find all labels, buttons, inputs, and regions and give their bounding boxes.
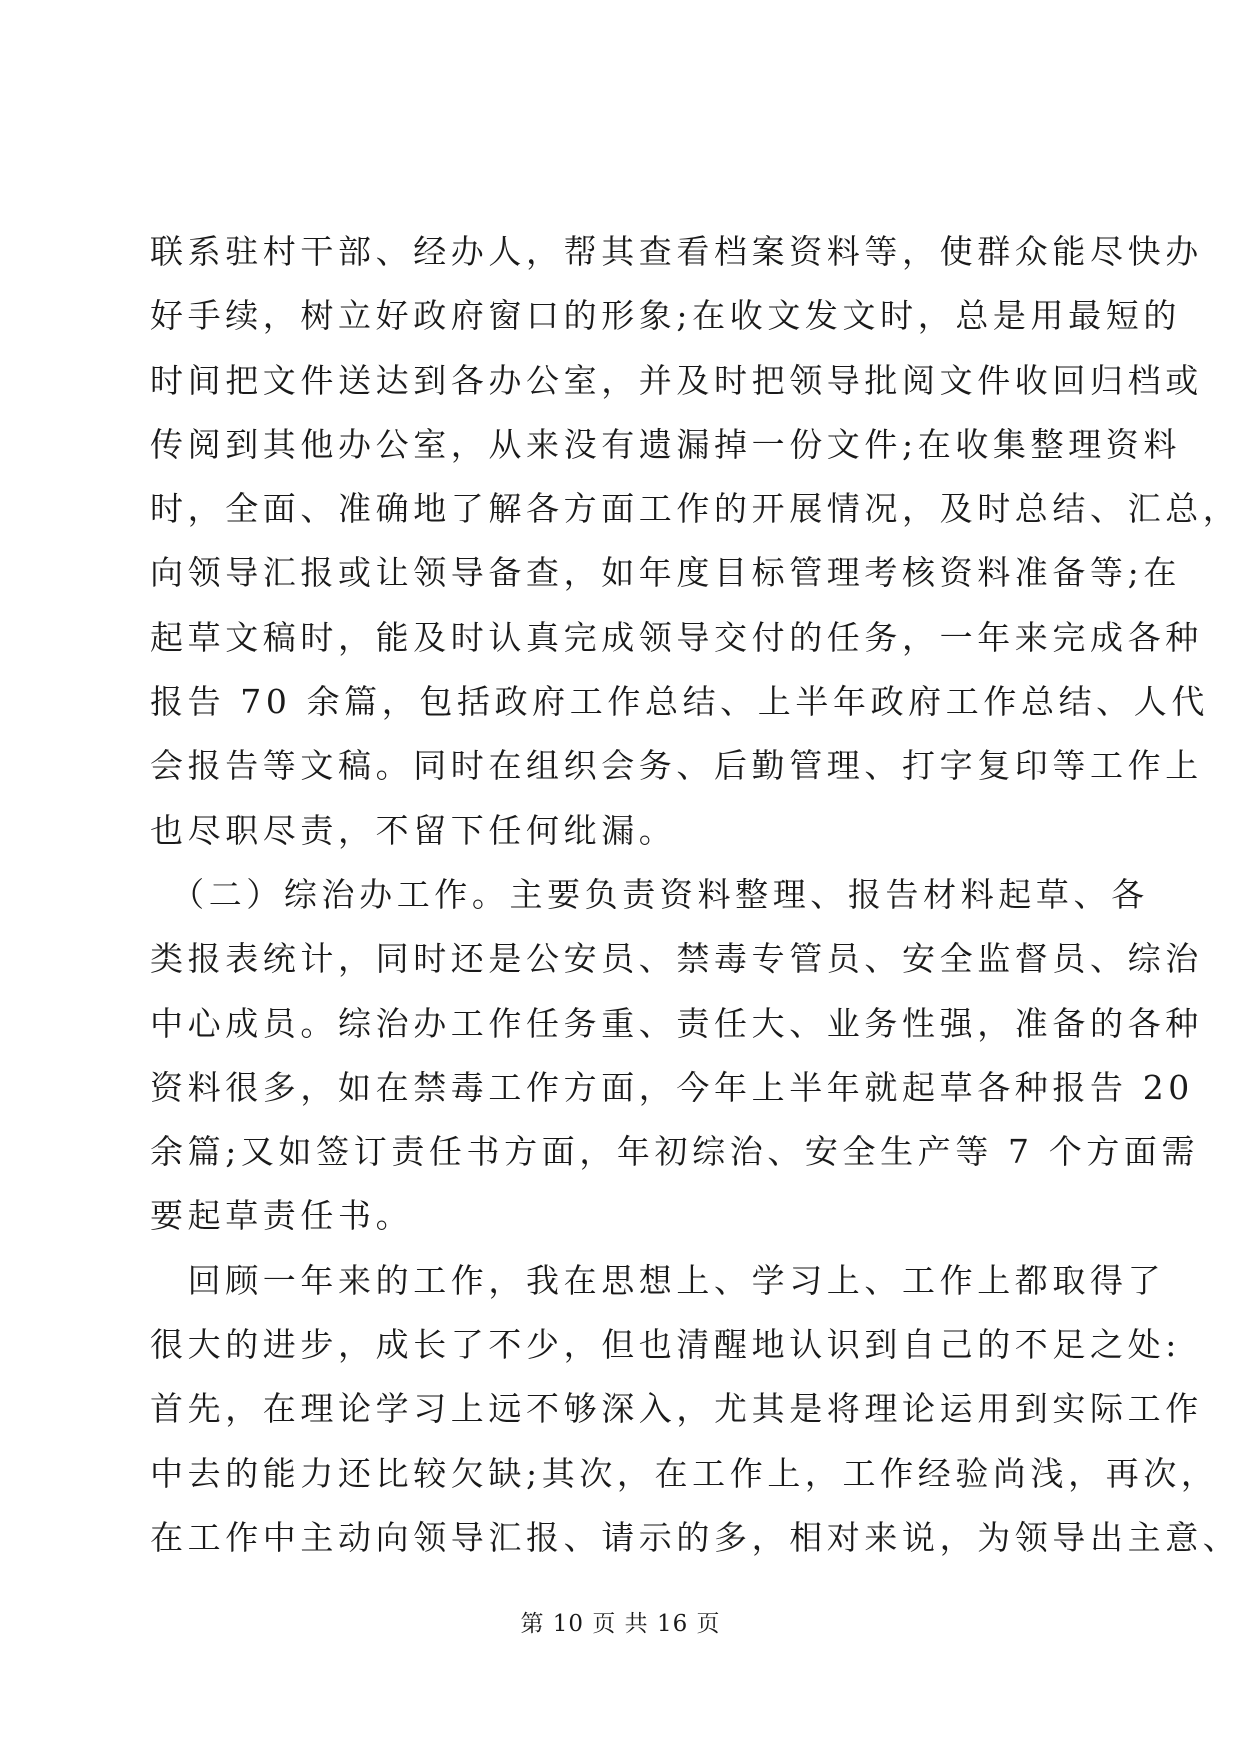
text-line: 起草文稿时，能及时认真完成领导交付的任务，一年来完成各种 bbox=[150, 617, 1203, 657]
paragraph-3 bbox=[150, 1254, 1241, 1575]
text-line: 在工作中主动向领导汇报、请示的多，相对来说，为领导出主意、 bbox=[150, 1517, 1241, 1557]
text-line: 很大的进步，成长了不少，但也清醒地认识到自己的不足之处: bbox=[150, 1325, 1181, 1365]
text-line: 中去的能力还比较欠缺;其次，在工作上，工作经验尚浅，再次， bbox=[150, 1453, 1219, 1493]
text-line: 中心成员。综治办工作任务重、责任大、业务性强，准备的各种 bbox=[150, 1003, 1203, 1043]
text-line: 也尽职尽责，不留下任何纰漏。 bbox=[150, 810, 677, 850]
text-line: 资料很多，如在禁毒工作方面，今年上半年就起草各种报告 20 bbox=[150, 1067, 1194, 1107]
text-line: （二）综治办工作。主要负责资料整理、报告材料起草、各 bbox=[150, 874, 1149, 914]
page-number-footer: 第 10 页 共 16 页 bbox=[520, 1611, 721, 1637]
text-line: 要起草责任书。 bbox=[150, 1196, 414, 1236]
text-line: 回顾一年来的工作，我在思想上、学习上、工作上都取得了 bbox=[150, 1260, 1166, 1300]
text-line: 类报表统计，同时还是公安员、禁毒专管员、安全监督员、综治 bbox=[150, 939, 1203, 979]
document-body bbox=[150, 225, 1241, 1575]
text-line: 联系驻村干部、经办人，帮其查看档案资料等，使群众能尽快办 bbox=[150, 232, 1203, 271]
text-line: 余篇;又如签订责任书方面，年初综治、安全生产等 7 个方面需 bbox=[150, 1132, 1200, 1172]
text-line: 报告 70 余篇，包括政府工作总结、上半年政府工作总结、人代 bbox=[150, 682, 1209, 722]
paragraph-2 bbox=[150, 868, 1203, 1254]
text-line: 首先，在理论学习上远不够深入，尤其是将理论运用到实际工作 bbox=[150, 1389, 1203, 1429]
text-line: 会报告等文稿。同时在组织会务、后勤管理、打字复印等工作上 bbox=[150, 746, 1203, 786]
paragraph-1 bbox=[150, 225, 1241, 868]
text-line: 好手续，树立好政府窗口的形象;在收文发文时，总是用最短的 bbox=[150, 296, 1181, 336]
text-line: 传阅到其他办公室，从来没有遗漏掉一份文件;在收集整理资料 bbox=[150, 424, 1181, 464]
text-line: 向领导汇报或让领导备查，如年度目标管理考核资料准备等;在 bbox=[150, 553, 1181, 593]
text-line: 时，全面、准确地了解各方面工作的开展情况，及时总结、汇总， bbox=[150, 489, 1241, 529]
text-line: 时间把文件送达到各办公室，并及时把领导批阅文件收回归档或 bbox=[150, 360, 1203, 400]
